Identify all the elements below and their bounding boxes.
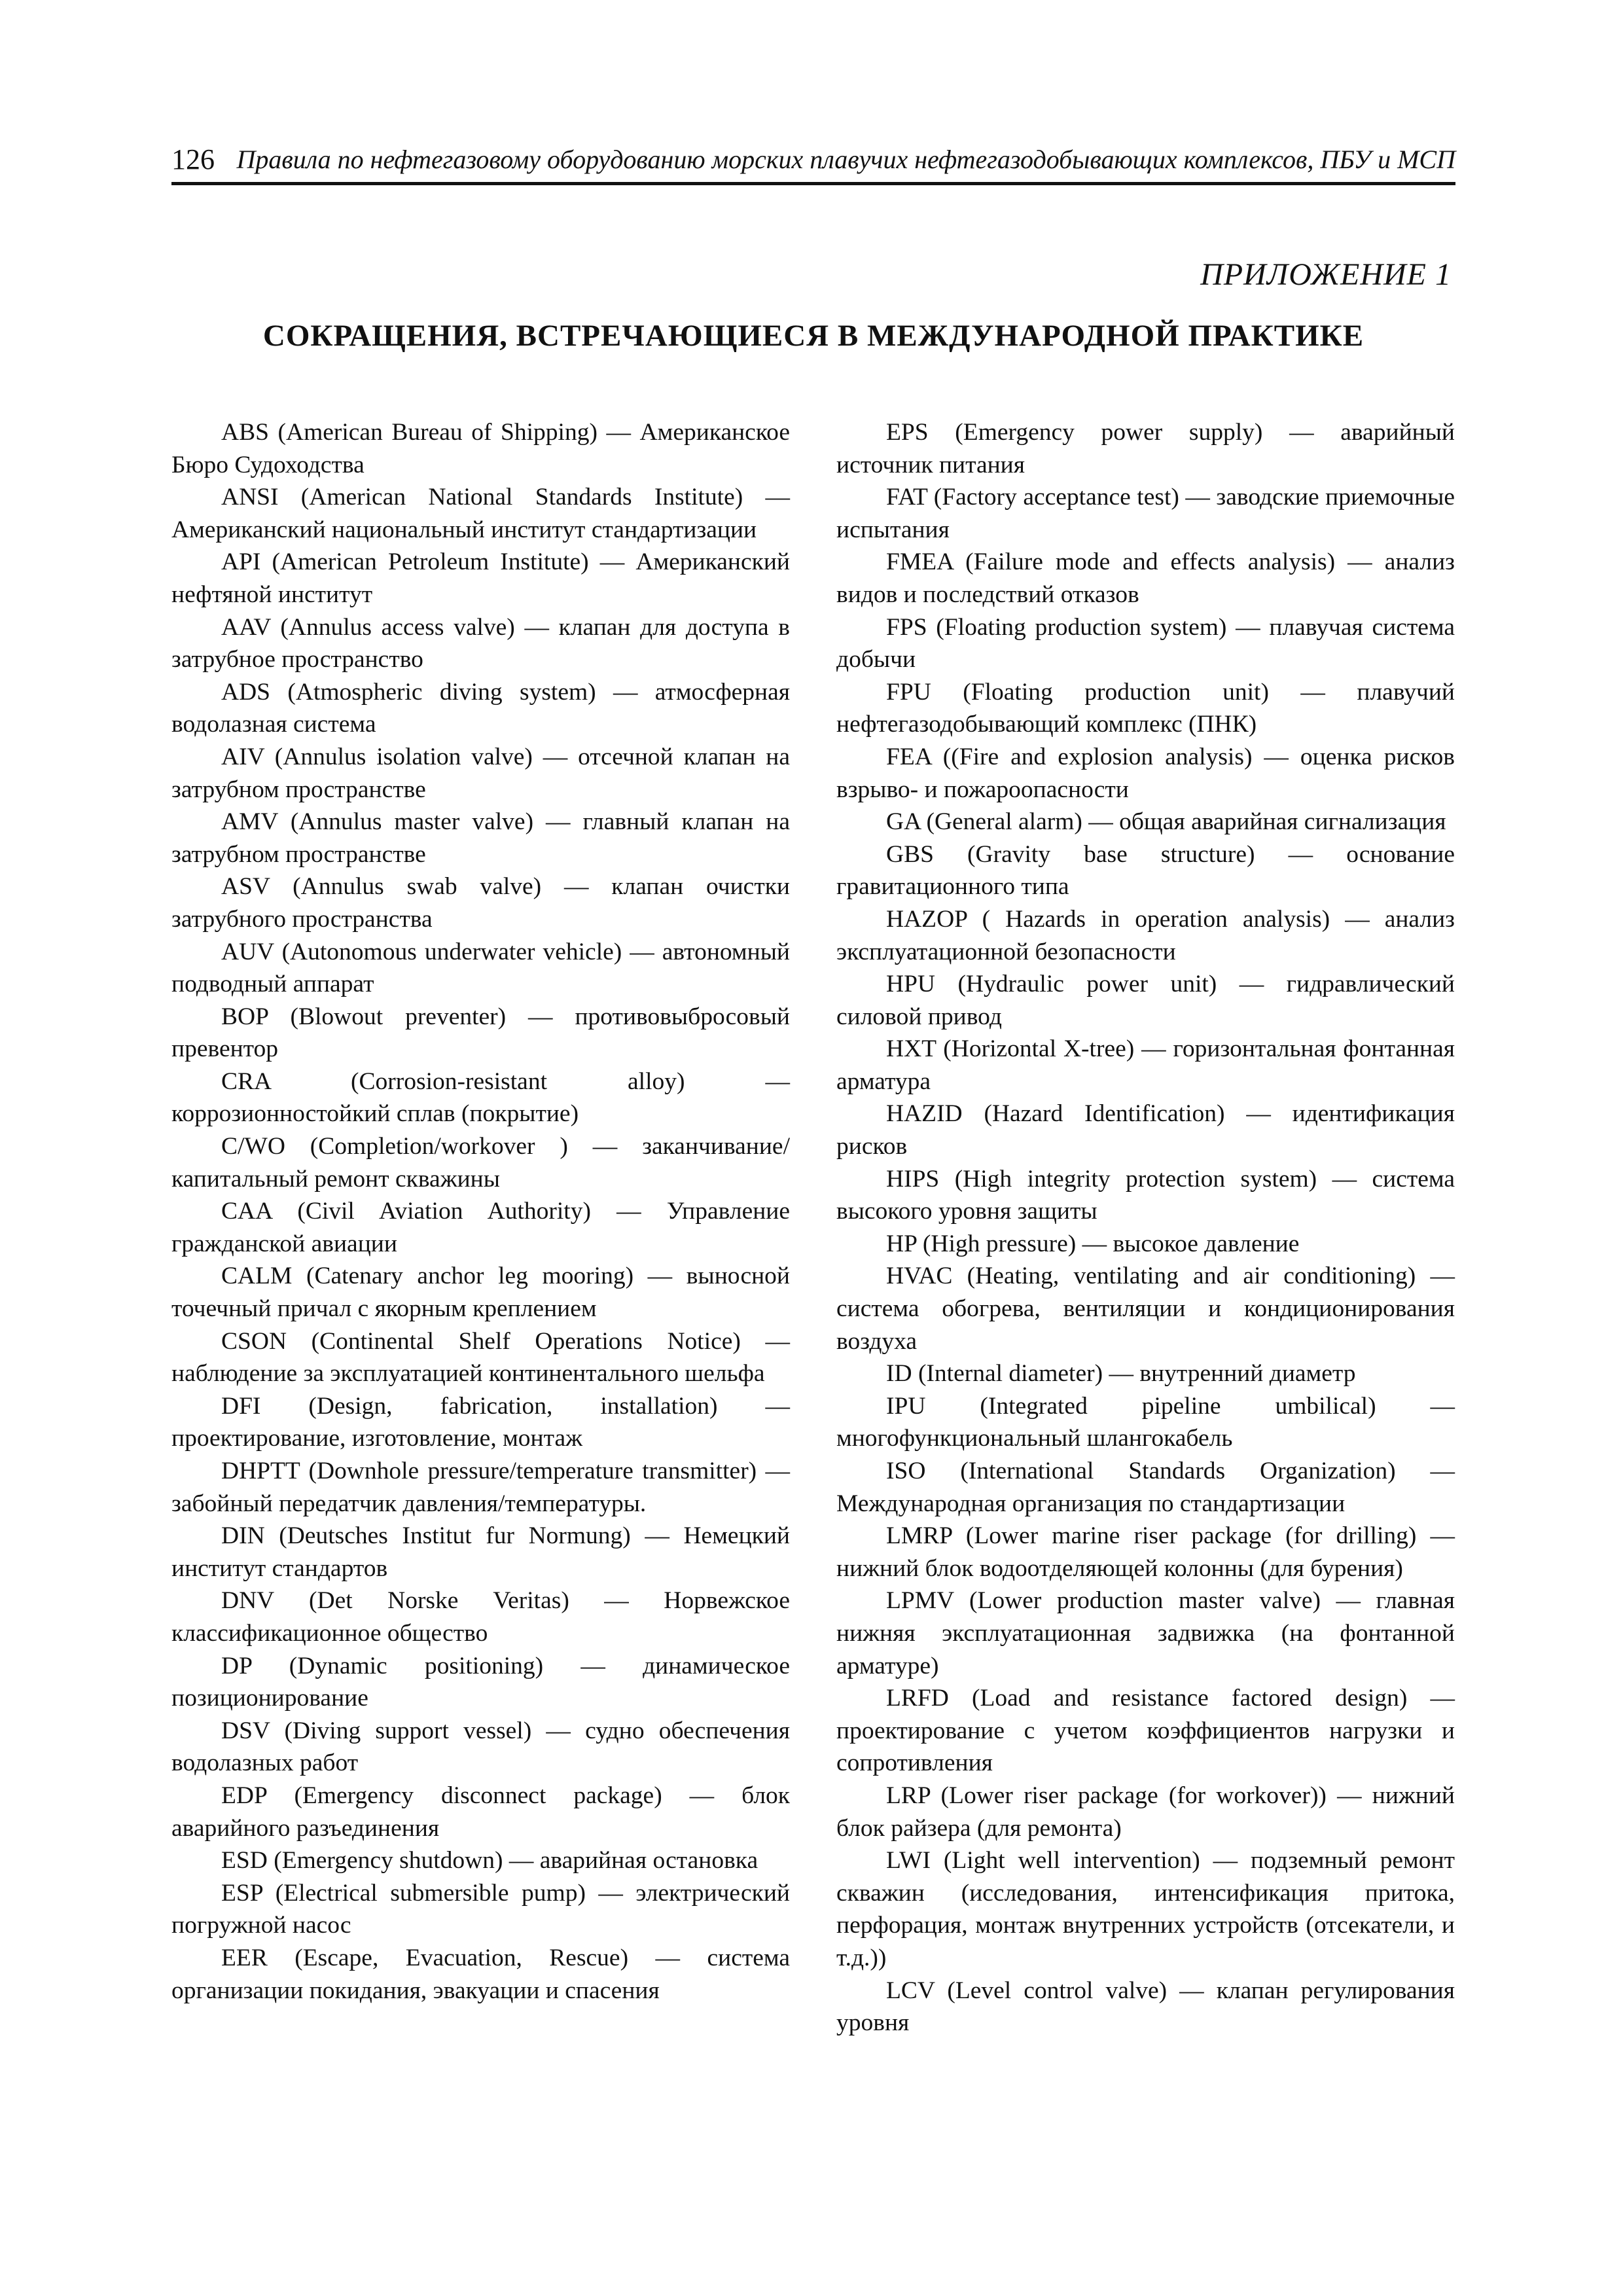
page-header [171, 137, 1455, 185]
abbreviation-entry: IPU (Integrated pipeline umbilical) — многофункциональный шлангокабель [836, 1392, 1455, 1452]
abbreviation-entry: API (American Petroleum Institute) — Американский нефтяной институт [171, 548, 790, 608]
abbreviation-entry: AUV (Autonomous underwater vehicle) — автономный подводный аппарат [171, 938, 790, 998]
abbreviation-entry: ABS (American Bureau of Shipping) — Американское Бюро Судоходства [171, 419, 790, 478]
running-title: Правила по нефтегазовому оборудованию морских плавучих нефтегазодобывающих комплексов, ПБУ и МСП [236, 145, 1455, 174]
abbreviation-entry: FPS (Floating production system) — плавучая система добычи [836, 613, 1455, 673]
abbreviation-entry: DP (Dynamic positioning) — динамическое позиционирование [171, 1652, 790, 1712]
abbreviation-entry: HAZID (Hazard Identification) — идентификация рисков [836, 1100, 1455, 1160]
abbreviation-entry: CRA (Corrosion-resistant alloy) — коррозионностойкий сплав (покрытие) [171, 1067, 790, 1128]
left-column [171, 416, 790, 2007]
abbreviation-entry: FAT (Factory acceptance test) — заводские приемочные испытания [836, 484, 1455, 543]
abbreviation-entry: ADS (Atmospheric diving system) — атмосферная водолазная система [171, 678, 790, 738]
abbreviation-entry: AAV (Annulus access valve) — клапан для доступа в затрубное пространство [171, 613, 790, 673]
abbreviation-entry: CSON (Continental Shelf Operations Notice) — наблюдение за эксплуатацией континентального шельфа [171, 1327, 790, 1388]
abbreviation-entry: ISO (International Standards Organization) — Международная организация по стандартизации [836, 1458, 1455, 1517]
abbreviation-entry: LPMV (Lower production master valve) — главная нижняя эксплуатационная задвижка (на фонтанной арматуре) [836, 1587, 1455, 1679]
abbreviation-entry: CAA (Civil Aviation Authority) — Управление гражданской авиации [171, 1198, 790, 1257]
abbreviation-entry: ANSI (American National Standards Institute) — Американский национальный институт стандартизации [171, 484, 790, 543]
abbreviation-entry: HP (High pressure) — высокое давление [886, 1230, 1300, 1257]
abbreviation-entry: HPU (Hydraulic power unit) — гидравлический силовой привод [836, 971, 1455, 1030]
abbreviation-entry: LRFD (Load and resistance factored design) — проектирование с учетом коэффициентов нагрузки и сопротивления [836, 1685, 1455, 1777]
abbreviation-entry: DIN (Deutsches Institut fur Normung) — Немецкий институт стандартов [171, 1522, 790, 1582]
abbreviation-entry: ESP (Electrical submersible pump) — электрический погружной насос [171, 1879, 790, 1939]
abbreviation-entry: EPS (Emergency power supply) — аварийный источник питания [836, 419, 1455, 478]
abbreviation-entry: LCV (Level control valve) — клапан регулирования уровня [836, 1977, 1455, 2037]
right-column [836, 416, 1455, 2039]
abbreviation-entry: HVAC (Heating, ventilating and air conditioning) — система обогрева, вентиляции и кондиционирования воздуха [836, 1263, 1455, 1355]
abbreviation-entry: EER (Escape, Evacuation, Rescue) — система организации покидания, эвакуации и спасения [171, 1944, 790, 2004]
abbreviation-entry: ASV (Annulus swab valve) — клапан очистки затрубного пространства [171, 873, 790, 933]
abbreviation-entry: DHPTT (Downhole pressure/temperature transmitter) — забойный передатчик давления/температуры. [171, 1458, 790, 1517]
abbreviation-entry: CALM (Catenary anchor leg mooring) — выносной точечный причал с якорным креплением [171, 1263, 790, 1323]
page-number: 126 [171, 143, 215, 175]
abbreviation-entry: LRP (Lower riser package (for workover)) — нижний блок райзера (для ремонта) [836, 1782, 1455, 1842]
abbreviation-entry: FEA ((Fire and explosion analysis) — оценка рисков взрыво- и пожароопасности [836, 743, 1455, 803]
abbreviation-entry: ESD (Emergency shutdown) — аварийная остановка [221, 1847, 758, 1874]
abbreviation-entry: FMEA (Failure mode and effects analysis) — анализ видов и последствий отказов [836, 548, 1455, 608]
abbreviation-entry: DFI (Design, fabrication, installation) — проектирование, изготовление, монтаж [171, 1392, 790, 1452]
abbreviation-entry: GBS (Gravity base structure) — основание гравитационного типа [836, 840, 1455, 901]
abbreviation-entry: AIV (Annulus isolation valve) — отсечной клапан на затрубном пространстве [171, 743, 790, 803]
abbreviation-entry: EDP (Emergency disconnect package) — блок аварийного разъединения [171, 1782, 790, 1842]
abbreviation-entry: C/WO (Completion/workover ) — заканчивание/капитальный ремонт скважины [171, 1133, 790, 1193]
section-title: СОКРАЩЕНИЯ, ВСТРЕЧАЮЩИЕСЯ В МЕЖДУНАРОДНОЙ ПРАКТИКЕ [262, 319, 1364, 353]
abbreviation-entry: HIPS (High integrity protection system) — система высокого уровня защиты [836, 1165, 1455, 1225]
abbreviation-entry: LMRP (Lower marine riser package (for drilling) — нижний блок водоотделяющей колонны (для бурения) [836, 1522, 1455, 1582]
abbreviation-entry: GA (General alarm) — общая аварийная сигнализация [886, 808, 1446, 836]
abbreviation-entry: ID (Internal diameter) — внутренний диаметр [886, 1360, 1356, 1388]
abbreviation-entry: AMV (Annulus master valve) — главный клапан на затрубном пространстве [171, 808, 790, 868]
abbreviation-entry: BOP (Blowout preventer) — противовыбросовый превентор [171, 1003, 790, 1063]
abbreviation-entry: DSV (Diving support vessel) — судно обеспечения водолазных работ [171, 1717, 790, 1777]
abbreviation-entry: DNV (Det Norske Veritas) — Норвежское классификационное общество [171, 1587, 790, 1647]
abbreviation-entry: HAZOP ( Hazards in operation analysis) — анализ эксплуатационной безопасности [836, 905, 1455, 965]
appendix-label: ПРИЛОЖЕНИЕ 1 [1200, 257, 1452, 292]
abbreviation-entry: HXT (Horizontal X-tree) — горизонтальная фонтанная арматура [836, 1035, 1455, 1095]
abbreviation-entry: LWI (Light well intervention) — подземный ремонт скважин (исследования, интенсификация притока, перфорация, монтаж внутренних устройств (отсекатели, и т.д.)) [836, 1847, 1455, 1971]
abbreviation-entry: FPU (Floating production unit) — плавучий нефтегазодобывающий комплекс (ПНК) [836, 678, 1455, 738]
